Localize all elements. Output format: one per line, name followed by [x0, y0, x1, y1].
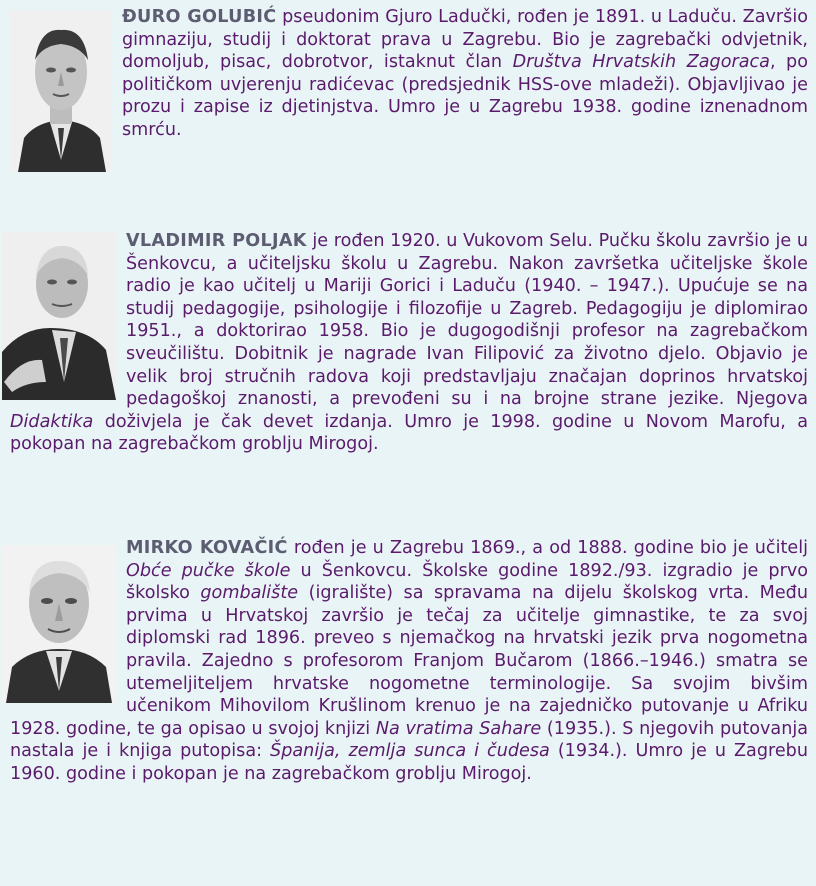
bio-text-part: (1935.). S njegovih putovanja nastala je i knjiga putopisa:	[10, 718, 809, 762]
bio-text-part: , po političkom uvjerenju radićevac (predsjednik HSS-ove mladeži). Objavljivao je prozu i zapise iz djetinjstva. Umro je u Zagrebu 1938. godine iznenadnom smrću.	[122, 52, 808, 140]
bio-italic-title: Obće pučke škole	[126, 560, 291, 581]
bio-text	[0, 230, 816, 456]
bio-text-part: u Šenkovcu. Školske godine 1892./93. izgradio je prvo školsko	[126, 560, 808, 604]
bio-name: MIRKO KOVAČIĆ	[126, 538, 288, 558]
bio-italic-title: Društva Hrvatskih Zagoraca	[512, 52, 770, 73]
bio-italic-title: Na vratima Sahare	[375, 718, 542, 739]
portrait-photo	[2, 232, 116, 400]
bio-name: ĐURO GOLUBIĆ	[122, 7, 277, 27]
bio-text-part: rođen je u Zagrebu 1869., a od 1888. godine bio je učitelj	[287, 538, 808, 558]
bio-mirko-kovacic	[0, 537, 816, 786]
bio-text-part: (igralište) sa spravama na dijelu školskog vrta. Među prvima u Hrvatskoj završio je tečaj za učitelje gimnastike, te za svoj diplomski rad 1896. preveo s njemačkog na hrvatski jezik prva nogometna pravila. Zajedno s profesorom Franjom Bučarom (1866.–1946.) smatra se utemeljiteljem hrvatske nogometne terminologije. Sa svojim bivšim učenikom Mihovilom Krušlinom krenuo je na zajedničko putovanje u Afriku 1928. godine, te ga opisao u svojoj knjizi	[10, 583, 809, 739]
bio-text-part: (1934.). Umro je u Zagrebu 1960. godine i pokopan je na zagrebačkom groblju Mirogoj.	[10, 741, 808, 784]
portrait-photo	[2, 545, 116, 703]
bio-italic-term: gombalište	[200, 583, 299, 604]
bio-duro-golubic	[0, 6, 816, 176]
bio-text-part: doživjela je čak devet izdanja. Umro je 1998. godine u Novom Marofu, a pokopan na zagrebačkom groblju Mirogoj.	[10, 411, 808, 455]
portrait-photo	[10, 10, 112, 172]
bio-name: VLADIMIR POLJAK	[126, 231, 307, 251]
bio-vladimir-poljak	[0, 230, 816, 456]
bio-text	[0, 537, 816, 786]
bio-text-part: pseudonim Gjuro Ladučki, rođen je 1891. u Laduču. Završio gimnaziju, studij i doktorat prava u Zagrebu. Bio je zagrebački odvjetnik, domoljub, pisac, dobrotvor, istaknut član	[122, 7, 808, 73]
bio-text-part: je rođen 1920. u Vukovom Selu. Pučku školu završio je u Šenkovcu, a učiteljsku školu u Zagrebu. Nakon završetka učiteljske škole radio je kao učitelj u Mariji Gorici i Laduču (1940. – 1947.). Upućuje se na studij pedagogije, psihologije i filozofije u Zagreb. Pedagogiju je diplomirao 1951., a doktorirao 1958. Bio je dugogodišnji profesor na zagrebačkom sveučilištu. Dobitnik je nagrade Ivan Filipović za životno djelo. Objavio je velik broj stručnih radova koji predstavljaju značajan doprinos hrvatskoj pedagoškoj znanosti, a prevođeni su i na brojne strane jezike. Njegova	[126, 231, 808, 410]
bio-italic-title: Didaktika	[10, 411, 94, 432]
bio-text	[0, 6, 816, 142]
bio-italic-title: Španija, zemlja sunca i čudesa	[270, 741, 550, 762]
